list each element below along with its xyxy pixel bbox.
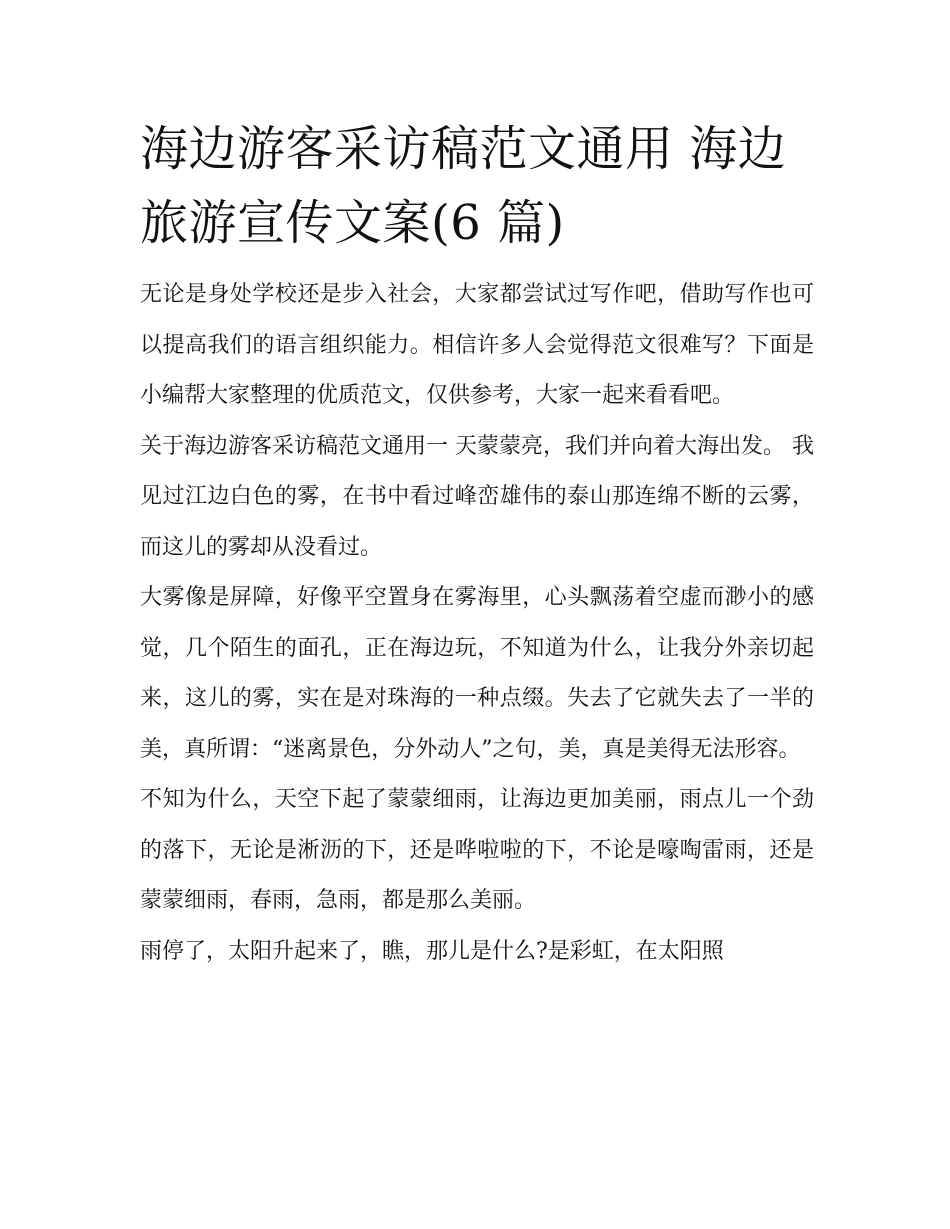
paragraph: 关于海边游客采访稿范文通用一 天蒙蒙亮，我们并向着大海出发。 我见过江边白色的雾，在书中看过峰峦雄伟的泰山那连绵不断的云雾，而这儿的雾却从没看过。 [140,433,814,560]
document-page [140,112,814,977]
paragraph: 无论是身处学校还是步入社会，大家都尝试过写作吧，借助写作也可以提高我们的语言组织能力。相信许多人会觉得范文很难写？下面是小编帮大家整理的优质范文，仅供参考，大家一起来看看吧。 [140,282,814,408]
document-title: 海边游客采访稿范文通用 海边旅游宣传文案(6 篇) [140,121,787,251]
paragraph: 雨停了，太阳升起来了，瞧，那儿是什么?是彩虹，在太阳照 [140,938,724,964]
paragraph: 不知为什么，天空下起了蒙蒙细雨，让海边更加美丽，雨点儿一个劲的落下，无论是淅沥的下，还是哗啦啦的下，不论是嚎啕雷雨，还是蒙蒙细雨，春雨，急雨，都是那么美丽。 [140,787,814,913]
document-body [140,270,814,977]
paragraph: 大雾像是屏障，好像平空置身在雾海里，心头飘荡着空虚而渺小的感觉，几个陌生的面孔，正在海边玩，不知道为什么，让我分外亲切起来，这儿的雾，实在是对珠海的一种点缀。失去了它就失去了一半的美，真所谓：“迷离景色，分外动人”之句，美，真是美得无法形容。 [140,585,814,762]
